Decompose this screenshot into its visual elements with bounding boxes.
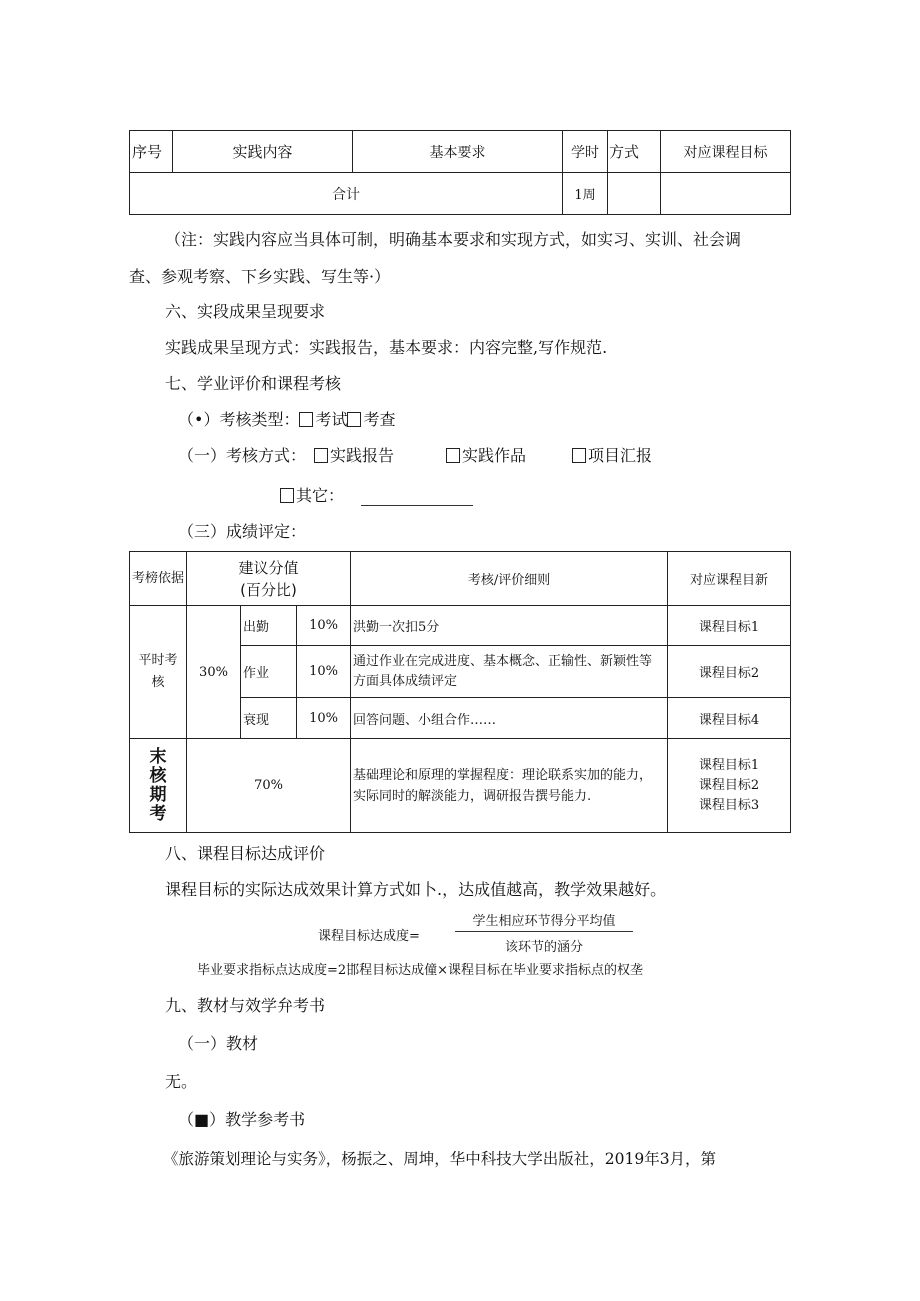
head-detail: 考核/评价细则	[351, 552, 668, 606]
row-item: 出勤	[241, 606, 297, 646]
other-blank-field[interactable]	[361, 489, 473, 506]
report-checkbox[interactable]	[314, 448, 328, 463]
header-requirement: 基本要求	[353, 131, 563, 173]
method-option-other	[280, 486, 473, 506]
row-detail: 通过作业在完成进度、基本概念、正输性、新颖性等方面具体成绩评定	[351, 646, 668, 698]
total-label: 合计	[130, 173, 563, 215]
head-score	[187, 552, 351, 606]
final-goals	[668, 739, 791, 833]
formula-numerator: 学生相应环节得分平均值	[455, 912, 633, 932]
assessment-method-line	[178, 446, 306, 466]
row-goal: 课程目标2	[668, 646, 791, 698]
practice-table	[129, 130, 791, 215]
grading-table	[129, 551, 791, 833]
project-checkbox[interactable]	[572, 448, 586, 463]
header-seq: 序号	[130, 131, 173, 173]
note-line-1: （注：实践内容应当具体可制，明确基本要求和实现方式，如实习、实训、社会调	[165, 230, 742, 249]
work-checkbox[interactable]	[446, 448, 460, 463]
row-detail: 回答问题、小组合作……	[351, 698, 668, 739]
row-pct: 10%	[297, 606, 351, 646]
row-goal: 课程目标4	[668, 698, 791, 739]
head-basis: 考榜依据	[130, 552, 187, 606]
final-goal-3: 课程目标3	[698, 797, 760, 813]
section8-body: 课程目标的实际达成效果计算方式如卜.，达成值越高，教学效果越好。	[165, 880, 667, 899]
other-label: 其它：	[296, 486, 345, 505]
project-label: 项目汇报	[588, 446, 653, 465]
section9-title: 九、教材与效学弁考书	[165, 996, 326, 1015]
textbook-subtitle: （一）教材	[178, 1034, 259, 1053]
total-goal	[661, 173, 791, 215]
method-option-work	[446, 446, 526, 466]
practice-table-total-row	[130, 173, 791, 215]
practice-table-header	[130, 131, 791, 173]
check-label: 考查	[363, 410, 396, 429]
total-hours: 1周	[563, 173, 608, 215]
formula-label: 课程目标达成度=	[318, 929, 420, 944]
assessment-method-prefix: （一）考核方式：	[178, 446, 307, 465]
formula-2: 毕业要求指标点达成度=2邯程目标达成僮×课程目标在毕业要求指标点的权垄	[197, 963, 644, 978]
header-goal: 对应课程目标	[661, 131, 791, 173]
grading-header-row	[130, 552, 791, 606]
row-pct: 10%	[297, 646, 351, 698]
final-exam-row	[130, 739, 791, 833]
section7-title: 七、学业评价和课程考核	[165, 374, 342, 393]
final-goal-2: 课程目标2	[698, 777, 760, 793]
row-goal: 课程目标1	[668, 606, 791, 646]
section6-body: 实践成果呈现方式：实践报告，基本要求：内容完整,写作规范.	[165, 338, 608, 357]
exam-checkbox[interactable]	[299, 412, 313, 427]
assessment-type-prefix: （•）考核类型：	[178, 410, 300, 429]
head-goal: 对应课程目新	[668, 552, 791, 606]
table-row	[130, 606, 791, 646]
section8-title: 八、课程目标达成评价	[165, 844, 326, 863]
work-label: 实践作品	[462, 446, 527, 465]
report-label: 实践报告	[330, 446, 395, 465]
method-option-report	[314, 446, 394, 466]
note-line-2: 查、参观考察、下乡实践、写生等·）	[129, 267, 391, 286]
final-goal-1: 课程目标1	[698, 757, 760, 773]
formula-denominator: 该环节的涵分	[504, 940, 583, 955]
row-item: 衰现	[241, 698, 297, 739]
head-score-line1: 建议分值	[238, 558, 299, 577]
row-item: 作业	[241, 646, 297, 698]
header-hours: 学时	[563, 131, 608, 173]
method-option-project	[572, 446, 652, 466]
usual-pct: 30%	[187, 606, 241, 739]
row-pct: 10%	[297, 698, 351, 739]
other-checkbox[interactable]	[280, 488, 294, 503]
head-score-line2: (百分比)	[240, 580, 297, 599]
header-method: 方式	[608, 131, 661, 173]
total-method	[608, 173, 661, 215]
grading-title: （三）成绩评定：	[178, 522, 307, 541]
check-checkbox[interactable]	[347, 412, 361, 427]
row-detail: 洪勤一次扣5分	[351, 606, 668, 646]
final-detail: 基础理论和原理的掌握程度：理论联系实加的能力，实际同时的解淡能力，调研报告撰号能力.	[351, 739, 668, 833]
usual-label: 平时考核	[130, 606, 187, 739]
assessment-type-line	[178, 410, 395, 430]
exam-label: 考试	[315, 410, 348, 429]
final-pct: 70%	[187, 739, 351, 833]
header-content: 实践内容	[173, 131, 353, 173]
textbook-body: 无。	[165, 1072, 198, 1091]
reference-subtitle: （■）教学参考书	[178, 1110, 306, 1129]
reference-entry: 《旅游策划理论与实务》，杨振之、周坤，华中科技大学出版社，2019年3月，第	[163, 1150, 717, 1168]
section6-title: 六、实段成果呈现要求	[165, 302, 326, 321]
final-label: 末核期考	[130, 739, 187, 833]
